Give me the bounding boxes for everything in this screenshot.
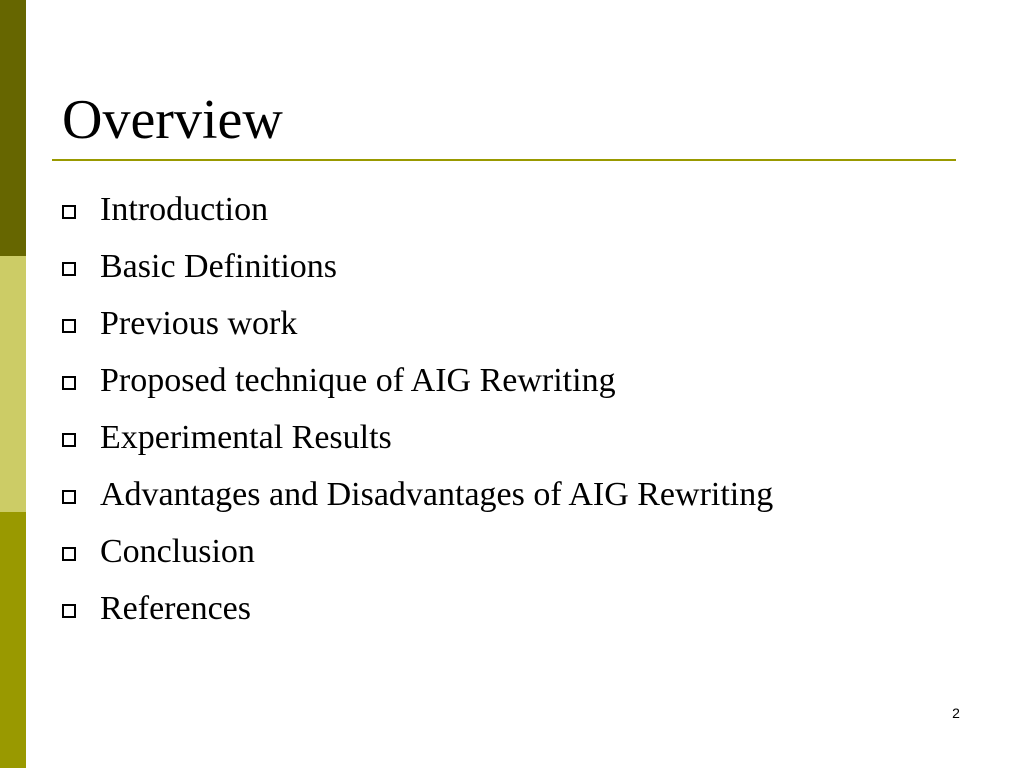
bullet-item [62, 589, 773, 646]
bullet-text: Proposed technique of AIG Rewriting [100, 362, 616, 399]
hollow-square-icon [62, 433, 76, 447]
bullet-item [62, 304, 773, 361]
hollow-square-icon [62, 490, 76, 504]
hollow-square-icon [62, 262, 76, 276]
hollow-square-icon [62, 205, 76, 219]
bullet-item [62, 247, 773, 304]
bullet-item [62, 361, 773, 418]
bullet-text: Previous work [100, 305, 298, 342]
bullet-list [62, 190, 773, 646]
sidebar-segment-medium [0, 512, 26, 768]
bullet-text: Advantages and Disadvantages of AIG Rewriting [100, 476, 774, 513]
bullet-text: Conclusion [100, 533, 255, 570]
bullet-item [62, 418, 773, 475]
bullet-text: Experimental Results [100, 419, 392, 456]
bullet-item [62, 190, 773, 247]
sidebar-segment-dark [0, 0, 26, 256]
hollow-square-icon [62, 604, 76, 618]
page-number: 2 [952, 705, 960, 721]
title-underline-rule [52, 159, 956, 161]
slide-title: Overview [62, 89, 283, 151]
hollow-square-icon [62, 376, 76, 390]
bullet-text: References [100, 590, 252, 627]
hollow-square-icon [62, 319, 76, 333]
bullet-text: Introduction [100, 191, 269, 228]
sidebar-segment-light [0, 256, 26, 512]
sidebar-decoration [0, 0, 26, 768]
bullet-text: Basic Definitions [100, 248, 338, 285]
hollow-square-icon [62, 547, 76, 561]
bullet-item [62, 475, 773, 532]
bullet-item [62, 532, 773, 589]
